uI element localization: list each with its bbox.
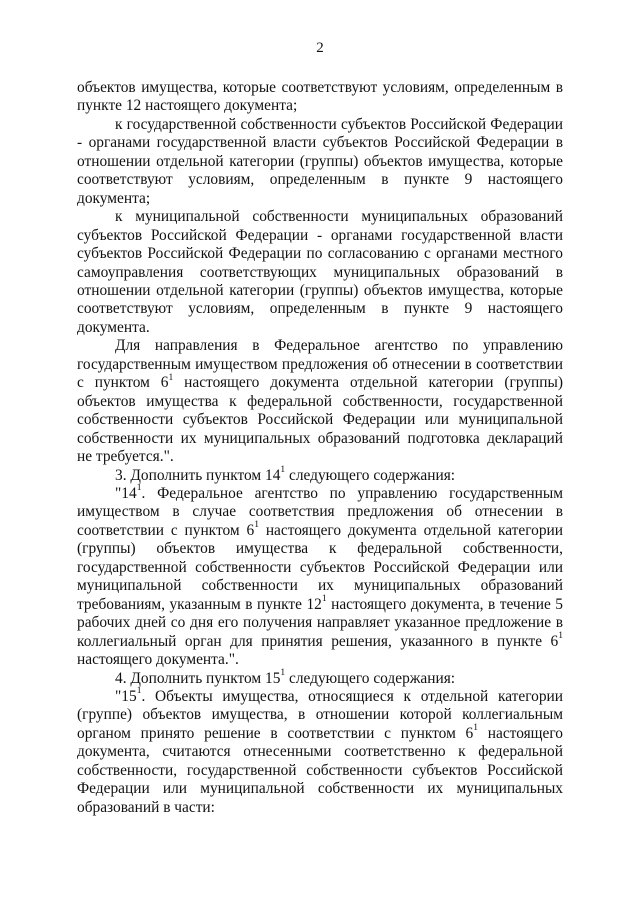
superscript: 1 xyxy=(321,593,327,605)
superscript: 1 xyxy=(280,666,286,678)
text-run: настоящего документа отдельной категории (группы) объектов имущества к федеральной собственности, государственной собственности субъектов Российской Федерации или муниципальной собственности их муниципальных образований требованиям, указанным в пункте 12 xyxy=(77,521,564,613)
superscript: 1 xyxy=(168,371,174,383)
text-run: . Федеральное агентство по управлению государственным имуществом в случае соответствия предложения об отнесении в соответствии с пунктом 6 xyxy=(77,484,563,539)
paragraph xyxy=(77,208,563,337)
text-run: следующего содержания: xyxy=(285,669,456,687)
text-run: "15 xyxy=(115,687,137,705)
superscript: 1 xyxy=(473,722,479,734)
text-run: следующего содержания: xyxy=(285,466,456,484)
text-run: . Объекты имущества, относящиеся к отдельной категории (группе) объектов имущества, в отношении которой коллегиальным органом принято решение в соответствии с пунктом 6 xyxy=(77,687,563,742)
text-run: Для направления в Федеральное агентство по управлению государственным имуществом предложения об отнесении в соответствии с пунктом 6 xyxy=(77,337,563,392)
paragraph xyxy=(77,116,563,208)
text-run: настоящего документа.". xyxy=(77,651,239,669)
text-run: настоящего документа отдельной категории (группы) объектов имущества к федеральной собственности, государственной собственности субъектов Российской Федерации или муниципальной собственности их муниципальных образований подготовка деклараций не требуется.". xyxy=(77,374,563,466)
page-number: 2 xyxy=(316,40,324,56)
paragraph xyxy=(77,685,563,817)
paragraph xyxy=(77,79,563,116)
text-run: настоящего документа, в течение 5 рабочих дней со дня его получения направляет указанное предложение в коллегиальный орган для принятия решения, указанного в пункте 6 xyxy=(77,595,563,650)
superscript: 1 xyxy=(136,685,142,697)
text-run: 3. Дополнить пунктом 14 xyxy=(115,466,281,484)
superscript: 1 xyxy=(136,482,142,494)
text-run: к государственной собственности субъектов Российской Федерации - органами государственной власти субъектов Российской Федерации в отношении отдельной категории (группы) объектов имущества, которые соответствуют условиям, определенным в пункте 9 настоящего документа; xyxy=(77,115,563,207)
text-run: объектов имущества, которые соответствуют условиям, определенным в пункте 12 настоящего документа; xyxy=(77,79,563,115)
paragraph xyxy=(77,337,563,466)
text-run: "14 xyxy=(115,484,137,502)
text-run: 4. Дополнить пунктом 15 xyxy=(115,669,281,687)
superscript: 1 xyxy=(254,519,259,531)
superscript: 1 xyxy=(558,630,563,642)
paragraph xyxy=(77,463,563,485)
text-run: к муниципальной собственности муниципальных образований субъектов Российской Федерации - органами государственной власти субъектов Российской Федерации по согласованию с органами местного самоуправления соответствующих муниципальных образований в отношении отдельной категории (группы) объектов имущества, которые соответствуют условиям, определенным в пункте 9 настоящего документа. xyxy=(77,208,563,336)
paragraph xyxy=(77,482,564,670)
paragraph xyxy=(77,666,563,688)
text-run: настоящего документа, считаются отнесенными соответственно к федеральной собственности, государственной собственности субъектов Российской Федерации или муниципальной собственности их муниципальных образований в части: xyxy=(77,724,563,816)
superscript: 1 xyxy=(280,463,286,475)
document-body xyxy=(77,79,563,817)
